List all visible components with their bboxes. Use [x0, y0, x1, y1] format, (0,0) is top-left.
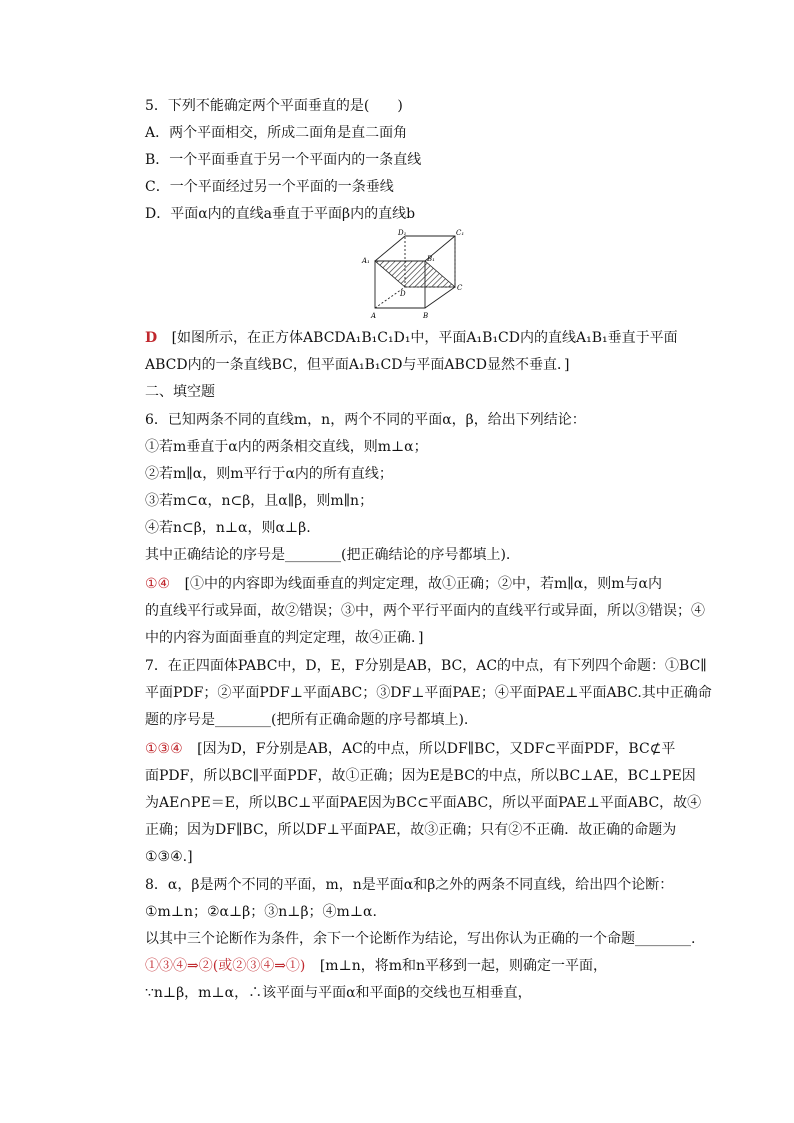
q6-explanation-2: 的直线平行或异面，故②错误；③中，两个平行平面内的直线平行或异面，所以③错误；④	[145, 603, 705, 619]
q6-statement-4: ④若n⊂β，n⊥α，则α⊥β.	[145, 520, 311, 536]
section-heading: 二、填空题	[145, 384, 215, 400]
q5-explanation-1: [如图所示，在正方体ABCDA₁B₁C₁D₁中，平面A₁B₁CD内的直线A₁B₁垂直于平面	[171, 330, 678, 346]
label-a1: A₁	[362, 257, 370, 265]
q7-answer-key: ①③④	[145, 741, 183, 757]
q5-answer-key: D	[145, 330, 158, 346]
q5-stem: 5．下列不能确定两个平面垂直的是( )	[145, 98, 403, 114]
q6-statement-3: ③若m⊂α，n⊂β，且α∥β，则m∥n；	[145, 493, 374, 509]
q7-prompt: 题的序号是________(把所有正确命题的序号都填上).	[145, 712, 469, 728]
q5-answer-line-1	[145, 328, 678, 348]
label-c1: C₁	[456, 229, 465, 237]
q8-answer-line-1	[145, 956, 607, 976]
cube-diagram	[360, 228, 470, 320]
q8-explanation-1: [m⊥n，将m和n平移到一起，则确定一平面，	[319, 958, 608, 974]
label-b: B	[423, 312, 429, 320]
cube-figure	[360, 228, 470, 320]
q7-answer-line-1	[145, 739, 675, 759]
q6-statement-2: ②若m∥α，则m平行于α内的所有直线；	[145, 466, 393, 482]
q8-answer-key: ①③④⇒②(或②③④⇒①)	[145, 958, 306, 974]
q6-stem: 6．已知两条不同的直线m，n，两个不同的平面α，β，给出下列结论：	[145, 412, 586, 428]
q5-option-c: C．一个平面经过另一个平面的一条垂线	[145, 179, 394, 195]
q6-prompt: 其中正确结论的序号是________(把正确结论的序号都填上).	[145, 547, 511, 563]
q7-explanation-2: 面PDF，所以BC∥平面PDF，故①正确；因为E是BC的中点，所以BC⊥AE，BC⊥PE因	[145, 768, 696, 784]
q8-explanation-2: ∵n⊥β，m⊥α，∴该平面与平面α和平面β的交线也互相垂直，	[145, 985, 532, 1001]
q6-explanation-3: 中的内容为面面垂直的判定定理，故④正确．]	[145, 630, 424, 646]
q5-explanation-2: ABCD内的一条直线BC，但平面A₁B₁CD与平面ABCD显然不垂直．]	[145, 357, 570, 373]
q7-explanation-4: 正确；因为DF∥BC，所以DF⊥平面PAE，故③正确；只有②不正确．故正确的命题为	[145, 822, 677, 838]
q7-stem-1: 7．在正四面体PABC中，D，E，F分别是AB，BC，AC的中点，有下列四个命题：①BC∥	[145, 658, 707, 674]
q7-stem-2: 平面PDF；②平面PDF⊥平面ABC；③DF⊥平面PAE；④平面PAE⊥平面ABC.其中正确命	[145, 685, 712, 701]
q7-explanation-3: 为AE∩PE＝E，所以BC⊥平面PAE因为BC⊂平面ABC，所以平面PAE⊥平面ABC，故④	[145, 795, 702, 811]
q8-stem: 8．α，β是两个不同的平面，m，n是平面α和β之外的两条不同直线，给出四个论断：	[145, 877, 674, 893]
q8-prompt: 以其中三个论断作为条件，余下一个论断作为结论，写出你认为正确的一个命题________.	[145, 931, 696, 947]
q6-answer-line-1	[145, 574, 662, 594]
label-a: A	[371, 312, 377, 320]
label-d1: D₁	[398, 229, 407, 237]
label-d: D	[400, 290, 406, 298]
q5-option-d: D．平面α内的直线a垂直于平面β内的直线b	[145, 206, 416, 222]
shaded-plane	[375, 261, 455, 287]
label-b1: B₁	[427, 255, 435, 263]
q7-explanation-5: ①③④.]	[145, 849, 193, 865]
q5-option-a: A．两个平面相交，所成二面角是直二面角	[145, 125, 408, 141]
q8-statements: ①m⊥n；②α⊥β；③n⊥β；④m⊥α.	[145, 904, 377, 920]
q6-explanation-1: [①中的内容即为线面垂直的判定定理，故①正确；②中，若m∥α，则m与α内	[184, 576, 662, 592]
q5-option-b: B．一个平面垂直于另一个平面内的一条直线	[145, 152, 422, 168]
q6-statement-1: ①若m垂直于α内的两条相交直线，则m⊥α；	[145, 439, 428, 455]
q6-answer-key: ①④	[145, 576, 171, 592]
q7-explanation-1: [因为D，F分别是AB，AC的中点，所以DF∥BC，又DF⊂平面PDF，BC⊄平	[197, 741, 676, 757]
label-c: C	[457, 284, 463, 292]
